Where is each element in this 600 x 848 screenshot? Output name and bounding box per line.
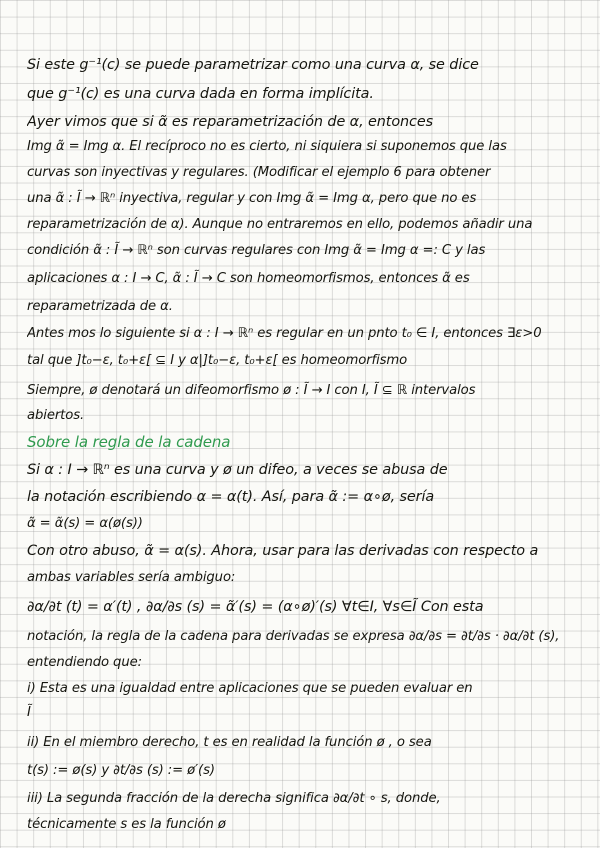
text-line-10: reparametrizada de α. <box>27 299 173 314</box>
text-line-24: i) Esta es una igualdad entre aplicaciones que se pueden evaluar en <box>27 681 473 696</box>
text-line-11: Antes mos lo siguiente si α : I → ℝⁿ es regular en un pnto t₀ ∈ I, entonces ∃ε>0 <box>27 326 542 341</box>
text-line-22: notación, la regla de la cadena para derivadas se expresa ∂α/∂s = ∂t/∂s · ∂α/∂t (s), <box>27 629 560 644</box>
text-line-27: t(s) := ø(s) y ∂t/∂s (s) := ø′(s) <box>27 763 215 778</box>
text-line-29: técnicamente s es la función ø <box>27 817 226 832</box>
text-line-21: ∂α/∂t (t) = α′(t) , ∂α/∂s (s) = α̃′(s) = (α∘ø)′(s) ∀t∈I, ∀s∈Ĩ Con esta <box>27 599 484 615</box>
text-line-28: iii) La segunda fracción de la derecha significa ∂α/∂t ∘ s, donde, <box>27 791 441 806</box>
text-line-8: condición α̃ : Ĩ → ℝⁿ son curvas regulares con Img α̃ = Img α =: C y las <box>27 243 486 258</box>
text-line-7: reparametrización de α). Aunque no entraremos en ello, podemos añadir una <box>27 217 533 232</box>
text-line-9: aplicaciones α : I → C, α̃ : Ĩ → C son homeomorfismos, entonces α̃ es <box>27 271 470 286</box>
text-line-17: la notación escribiendo α = α(t). Así, para α̃ := α∘ø, sería <box>27 489 435 505</box>
text-line-5: curvas son inyectivas y regulares. (Modificar el ejemplo 6 para obtener <box>27 165 491 180</box>
text-line-12: tal que ]t₀−ε, t₀+ε[ ⊆ I y α|]t₀−ε, t₀+ε[ es homeomorfismo <box>27 353 408 368</box>
text-line-26: ii) En el miembro derecho, t es en realidad la función ø , o sea <box>27 735 432 750</box>
text-line-13: Siempre, ø denotará un difeomorfismo ø : Ĩ → I con I, Ĩ ⊆ ℝ intervalos <box>27 383 476 398</box>
text-line-18: α̃ = α̃(s) = α(ø(s)) <box>27 516 143 531</box>
text-line-3: Ayer vimos que si α̃ es reparametrización de α, entonces <box>27 114 434 130</box>
text-line-25: Ĩ <box>27 705 31 720</box>
text-line-2: que g⁻¹(c) es una curva dada en forma implícita. <box>27 86 374 102</box>
text-line-23: entendiendo que: <box>27 655 142 670</box>
text-line-6: una α̃ : Ĩ → ℝⁿ inyectiva, regular y con Img α̃ = Img α, pero que no es <box>27 191 477 206</box>
text-line-4: Img α̃ = Img α. El recíproco no es cierto, ni siquiera si suponemos que las <box>27 139 507 154</box>
text-line-14: abiertos. <box>27 408 85 423</box>
text-line-16: Si α : I → ℝⁿ es una curva y ø un difeo, a veces se abusa de <box>27 462 448 478</box>
section-heading: Sobre la regla de la cadena <box>27 433 231 451</box>
text-line-20: ambas variables sería ambiguo: <box>27 570 236 585</box>
text-line-19: Con otro abuso, α̃ = α(s). Ahora, usar para las derivadas con respecto a <box>27 543 539 559</box>
text-line-1: Si este g⁻¹(c) se puede parametrizar como una curva α, se dice <box>27 57 479 73</box>
